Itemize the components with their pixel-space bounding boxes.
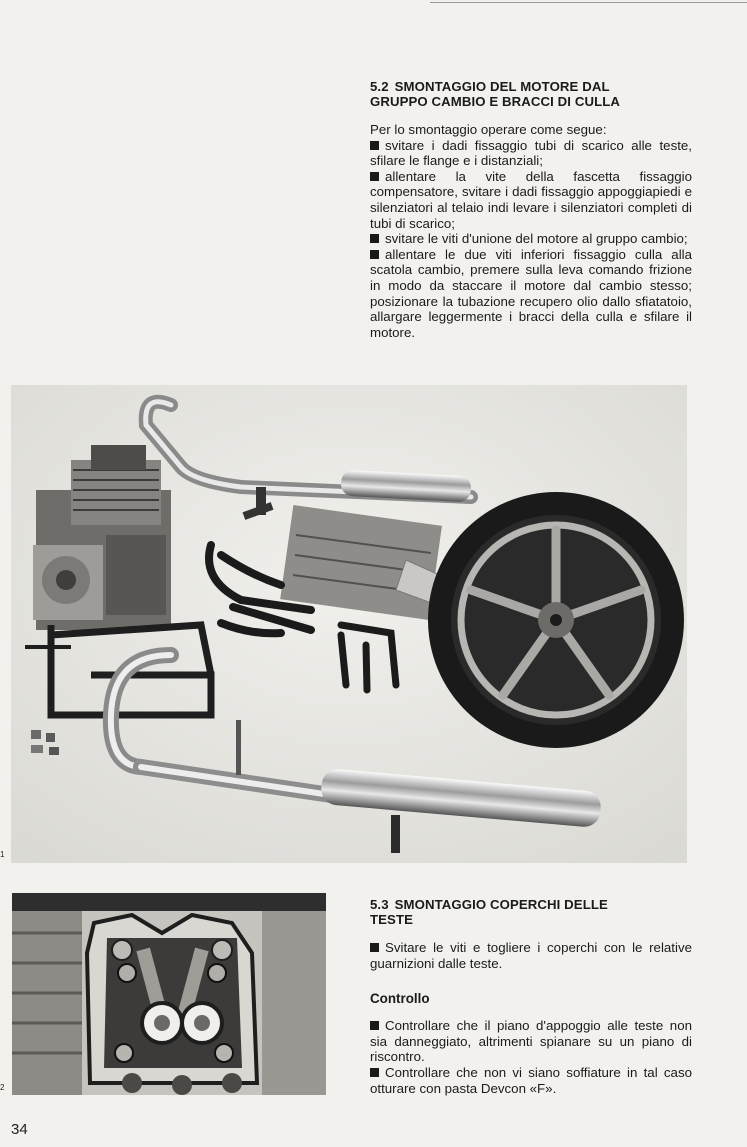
section-5-2-number: 5.2 [370,79,389,94]
square-bullet-icon [370,1068,379,1077]
square-bullet-icon [370,172,379,181]
section-5-3-bullet: Svitare le viti e togliere i coperchi con le relative guarnizioni dalle teste. [370,940,692,971]
section-5-2-title-line1: SMONTAGGIO DEL MOTORE DAL [394,79,610,94]
figure-1-number: 1 [0,850,5,859]
section-5-2-title-line2: GRUPPO CAMBIO E BRACCI DI CULLA [370,94,620,109]
square-bullet-icon [370,250,379,259]
section-5-3-title-line2: TESTE [370,912,413,927]
square-bullet-icon [370,141,379,150]
section-5-2-heading [370,79,692,109]
controllo-bullet-1: Controllare che il piano d'appoggio alle teste non sia danneggiato, altrimenti spianare su un piano di riscontro. [370,1018,692,1065]
figure-2-number: 2 [0,1083,5,1092]
cylinder-head-illustration [12,893,326,1095]
section-5-3 [370,897,692,1096]
square-bullet-icon [370,1021,379,1030]
section-5-2-intro: Per lo smontaggio operare come segue: [370,122,607,137]
square-bullet-icon [370,943,379,952]
section-5-3-heading [370,897,692,927]
controllo-bullet-2: Controllare che non vi siano soffiature in tal caso otturare con pasta Devcon «F». [370,1064,692,1096]
section-5-2 [370,79,692,340]
controllo-heading: Controllo [370,991,430,1007]
square-bullet-icon [370,234,379,243]
figure-1-photo [11,385,687,863]
figure-2-photo [12,893,326,1095]
page-number: 34 [11,1121,28,1138]
section-5-2-bullet-3: svitare le viti d'unione del motore al gruppo cambio; [370,231,692,247]
top-rule [430,2,747,3]
section-5-3-number: 5.3 [370,897,389,912]
motorcycle-parts-illustration [11,385,687,863]
section-5-2-bullet-2: allentare la vite della fascetta fissaggio compensatore, svitare i dadi fissaggio appoggiapiedi e silenziatori al telaio indi levare i silenziatori completi di tubi di scarico; [370,168,692,231]
section-5-2-bullet-4: allentare le due viti inferiori fissaggio culla alla scatola cambio, premere sulla leva comando frizione in modo da staccare il motore dal cambio stesso; posizionare la tubazione recupero olio dallo sfiatatoio, allargare leggermente i bracci della culla e sfilare il motore. [370,246,692,340]
section-5-2-bullet-1: svitare i dadi fissaggio tubi di scarico alle teste, sfilare le flange e i distanziali; [370,137,692,169]
section-5-3-title-line1: SMONTAGGIO COPERCHI DELLE [394,897,608,912]
